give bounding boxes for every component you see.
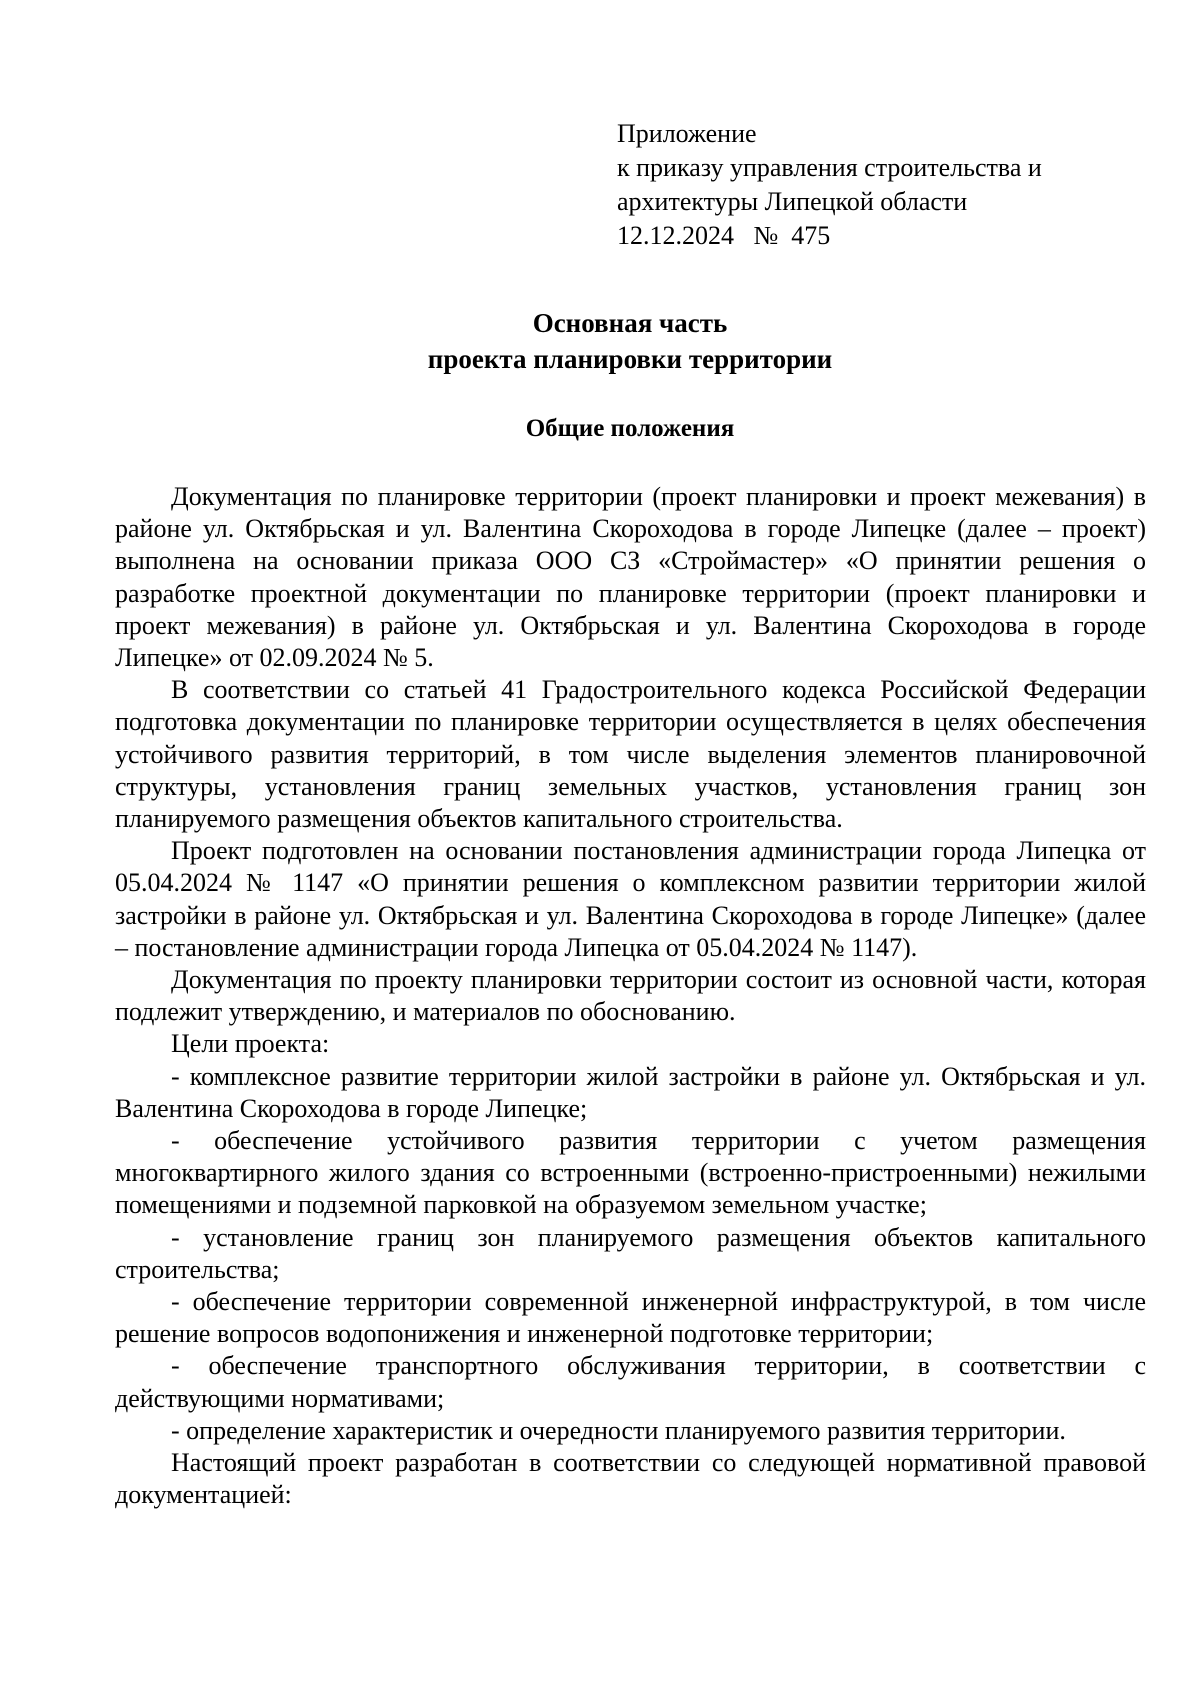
goal-item: - обеспечение транспортного обслуживания территории, в соответствии с действующими нормативами; <box>115 1351 1146 1413</box>
approval-line-date-number: 12.12.2024 № 475 <box>617 221 831 250</box>
approval-block <box>617 117 1042 253</box>
paragraph-goals-heading: Цели проекта: <box>171 1029 330 1059</box>
goal-item: - определение характеристик и очередности планируемого развития территории. <box>171 1415 1066 1445</box>
approval-line-order: к приказу управления строительства и <box>617 153 1042 182</box>
paragraph-composition: Документация по проекту планировки территории состоит из основной части, которая подлежит утверждению, и материалов по обоснованию. <box>115 965 1146 1027</box>
paragraph-resolution: Проект подготовлен на основании постановления администрации города Липецка от 05.04.2024 № 1147 «О принятии решения о комплексном развитии территории жилой застройки в районе ул. Октябрьская и ул. Валентина Скороходова в городе Липецке» (далее – постановление администрации города Липецка от 05.04.2024 № 1147). <box>115 836 1146 962</box>
document-title-line-2: проекта планировки территории <box>427 344 833 374</box>
goal-item: - обеспечение территории современной инженерной инфраструктурой, в том числе решение вопросов водопонижения и инженерной подготовке территории; <box>115 1287 1146 1349</box>
paragraph-normative: Настоящий проект разработан в соответствии со следующей нормативной правовой документацией: <box>115 1448 1146 1510</box>
document-title <box>0 305 1200 377</box>
section-heading: Общие положения <box>525 415 735 442</box>
goal-item: - комплексное развитие территории жилой застройки в районе ул. Октябрьская и ул. Валентина Скороходова в городе Липецке; <box>115 1061 1146 1123</box>
document-title-line-1: Основная часть <box>532 308 728 338</box>
goal-item: - обеспечение устойчивого развития территории с учетом размещения многоквартирного жилого здания со встроенными (встроенно-пристроенными) нежилыми помещениями и подземной парковкой на образуемом земельном участке; <box>115 1126 1146 1220</box>
paragraph-basis: Документация по планировке территории (проект планировки и проект межевания) в районе ул. Октябрьская и ул. Валентина Скороходова в городе Липецке (далее – проект) выполнена на основании приказа ООО СЗ «Строймастер» «О принятии решения о разработке проектной документации по планировке территории (проект планировки и проект межевания) в районе ул. Октябрьская и ул. Валентина Скороходова в городе Липецке» от 02.09.2024 № 5. <box>115 482 1146 673</box>
goal-item: - установление границ зон планируемого размещения объектов капитального строительства; <box>115 1222 1146 1284</box>
approval-line-authority: архитектуры Липецкой области <box>617 187 968 216</box>
approval-line-appendix: Приложение <box>617 119 757 148</box>
paragraph-code-article: В соответствии со статьей 41 Градостроительного кодекса Российской Федерации подготовка документации по планировке территории осуществляется в целях обеспечения устойчивого развития территорий, в том числе выделения элементов планировочной структуры, установления границ земельных участков, установления границ зон планируемого размещения объектов капитального строительства. <box>115 675 1146 834</box>
document-body <box>115 481 1146 1512</box>
